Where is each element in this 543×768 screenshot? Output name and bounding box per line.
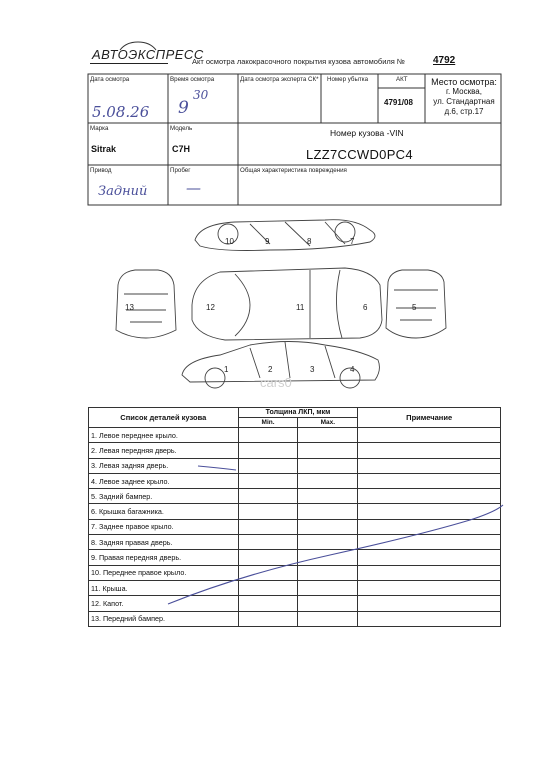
damage-label: Общая характеристика повреждения — [240, 167, 347, 174]
document-title: Акт осмотра лакокрасочного покрытия кузова автомобиля № — [192, 57, 405, 66]
part-name: 1. Левое переднее крыло. — [89, 428, 239, 443]
model-label: Модель — [170, 125, 193, 132]
part-number-11: 11 — [296, 303, 305, 312]
act-label: АКТ — [396, 76, 408, 83]
col-header-parts: Список деталей кузова — [89, 408, 239, 428]
place-line-3: д.6, стр.17 — [444, 107, 484, 116]
part-name: 12. Капот. — [89, 596, 239, 611]
loss-number-label: Номер убытка — [327, 76, 369, 83]
part-name: 5. Задний бампер. — [89, 489, 239, 504]
part-name: 2. Левая передняя дверь. — [89, 443, 239, 458]
drive-label: Привод — [90, 167, 112, 174]
part-number-10: 10 — [225, 237, 234, 246]
company-logo: АВТОЭКСПРЕСС — [92, 47, 204, 62]
model-value: C7H — [172, 144, 191, 154]
part-name: 7. Заднее правое крыло. — [89, 519, 239, 534]
vin-value: LZZ7CCWD0PC4 — [306, 147, 413, 162]
brand-label: Марка — [90, 125, 109, 132]
part-name: 9. Правая передняя дверь. — [89, 550, 239, 565]
mileage-value: — — [186, 179, 201, 197]
part-name: 3. Левая задняя дверь. — [89, 458, 239, 473]
place-label: Место осмотра: — [431, 77, 497, 87]
col-header-note: Примечание — [358, 408, 501, 428]
act-value: 4791/08 — [384, 98, 413, 107]
brand-value: Sitrak — [91, 144, 117, 154]
watermark: cars0 — [260, 375, 292, 390]
part-number-3: 3 — [310, 365, 315, 374]
date-value: 5.08.26 — [92, 103, 150, 121]
time-value-minutes: 30 — [193, 88, 209, 102]
col-header-min: Min. — [238, 418, 298, 428]
part-name: 6. Крышка багажника. — [89, 504, 239, 519]
part-name: 4. Левое заднее крыло. — [89, 473, 239, 488]
part-name: 10. Переднее правое крыло. — [89, 565, 239, 580]
part-number-1: 1 — [224, 365, 229, 374]
time-label: Время осмотра — [170, 76, 215, 83]
part-number-4: 4 — [350, 365, 355, 374]
part-number-6: 6 — [363, 303, 368, 312]
drive-value: Задний — [98, 184, 148, 199]
part-number-12: 12 — [206, 303, 215, 312]
part-number-7: 7 — [350, 237, 355, 246]
part-number-5: 5 — [412, 303, 417, 312]
mileage-label: Пробег — [170, 167, 191, 174]
part-name: 11. Крыша. — [89, 580, 239, 595]
part-number-9: 9 — [265, 237, 270, 246]
expert-date-label: Дата осмотра эксперта СК* — [240, 76, 319, 83]
vin-label: Номер кузова -VIN — [330, 128, 404, 138]
col-header-max: Max. — [298, 418, 358, 428]
part-name: 8. Задняя правая дверь. — [89, 535, 239, 550]
date-label: Дата осмотра — [90, 76, 130, 83]
part-number-2: 2 — [268, 365, 273, 374]
place-line-2: ул. Стандартная — [433, 97, 495, 106]
col-header-thickness: Толщина ЛКП, мкм — [238, 408, 358, 418]
part-name: 13. Передний бампер. — [89, 611, 239, 626]
part-number-13: 13 — [125, 303, 134, 312]
part-number-8: 8 — [307, 237, 312, 246]
document-number: 4792 — [433, 55, 456, 66]
time-value-hours: 9 — [178, 98, 189, 118]
place-line-1: г. Москва, — [446, 87, 482, 96]
